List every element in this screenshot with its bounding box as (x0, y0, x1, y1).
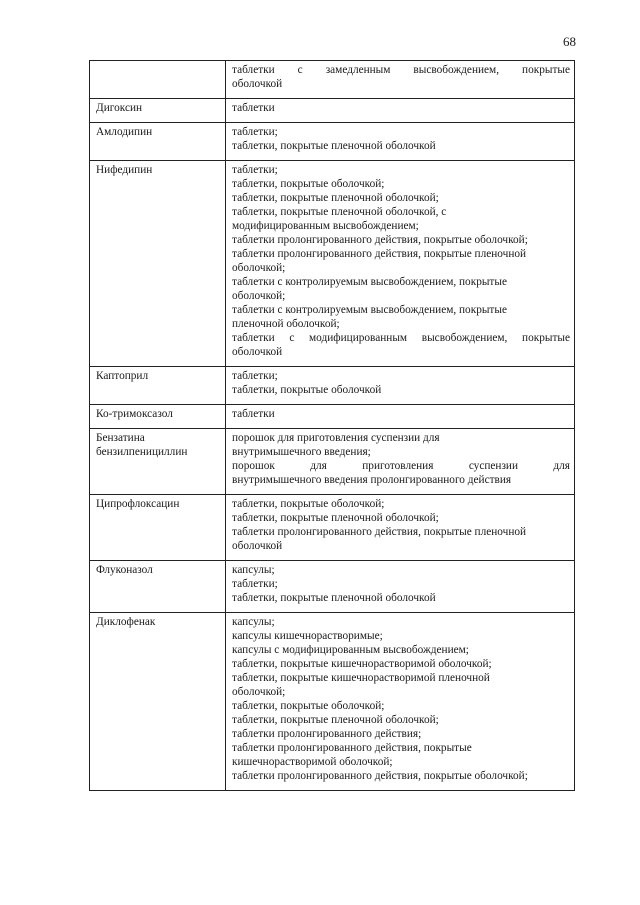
drug-name: Ко-тримоксазол (96, 408, 173, 420)
dosage-forms-cell (226, 429, 575, 495)
dosage-forms-cell (226, 123, 575, 161)
dosage-form-line: таблетки; (232, 370, 278, 382)
dosage-form-line: оболочкой; (232, 262, 286, 274)
dosage-form-line: таблетки пролонгированного действия, покрытые пленочной (232, 248, 527, 260)
dosage-form-line: оболочкой (232, 78, 283, 90)
dosage-form-line: оболочкой (232, 346, 283, 358)
dosage-form-line: модифицированным высвобождением; (232, 220, 419, 232)
dosage-form-line: таблетки (232, 102, 275, 114)
dosage-forms-cell (226, 161, 575, 367)
dosage-forms-cell (226, 561, 575, 613)
dosage-form-line: таблетки с модифицированным высвобождением, покрытые (232, 332, 570, 344)
dosage-form-line: таблетки с контролируемым высвобождением, покрытые (232, 304, 507, 316)
drug-name-cell (90, 429, 226, 495)
dosage-form-line: оболочкой; (232, 686, 286, 698)
drug-name-cell (90, 99, 226, 123)
dosage-form-line: капсулы; (232, 616, 275, 628)
dosage-form-line: таблетки, покрытые пленочной оболочкой, с (232, 206, 447, 218)
dosage-form-line: таблетки пролонгированного действия, покрытые оболочкой; (232, 770, 528, 782)
dosage-form-line: порошок для приготовления суспензии для (232, 432, 440, 444)
table-row (90, 613, 575, 791)
dosage-form-line: таблетки, покрытые пленочной оболочкой (232, 140, 436, 152)
drug-name-cell (90, 495, 226, 561)
dosage-form-line: оболочкой (232, 540, 283, 552)
table-row (90, 161, 575, 367)
drug-forms-table (89, 60, 575, 791)
dosage-form-line: таблетки, покрытые оболочкой; (232, 498, 385, 510)
dosage-forms-cell (226, 495, 575, 561)
dosage-form-line: внутримышечного введения пролонгированного действия (232, 474, 512, 486)
dosage-form-line: таблетки, покрытые оболочкой (232, 384, 382, 396)
dosage-form-line: таблетки, покрытые кишечнорастворимой оболочкой; (232, 658, 492, 670)
drug-name-cell (90, 367, 226, 405)
dosage-form-line: капсулы с модифицированным высвобождением; (232, 644, 469, 656)
dosage-form-line: таблетки пролонгированного действия, покрытые оболочкой; (232, 234, 528, 246)
dosage-form-line: таблетки с замедленным высвобождением, покрытые (232, 64, 570, 76)
dosage-forms-cell (226, 405, 575, 429)
drug-name: Флуконазол (96, 564, 153, 576)
table-row (90, 561, 575, 613)
dosage-forms-cell (226, 61, 575, 99)
drug-name-cell (90, 61, 226, 99)
dosage-form-line: таблетки с контролируемым высвобождением, покрытые (232, 276, 507, 288)
dosage-form-line: таблетки, покрытые пленочной оболочкой; (232, 192, 439, 204)
table-row (90, 495, 575, 561)
drug-name-cell (90, 405, 226, 429)
table-row (90, 367, 575, 405)
dosage-form-line: таблетки; (232, 578, 278, 590)
dosage-form-line: таблетки; (232, 126, 278, 138)
table-row (90, 123, 575, 161)
dosage-form-line: таблетки пролонгированного действия, покрытые пленочной (232, 526, 527, 538)
dosage-form-line: таблетки, покрытые пленочной оболочкой (232, 592, 436, 604)
dosage-form-line: кишечнорастворимой оболочкой; (232, 756, 393, 768)
drug-name-cell (90, 613, 226, 791)
dosage-form-line: таблетки, покрытые оболочкой; (232, 700, 385, 712)
drug-name: Бензатина бензилпенициллин (96, 432, 188, 458)
dosage-form-line: порошок для приготовления суспензии для (232, 460, 570, 472)
table-row (90, 99, 575, 123)
dosage-form-line: таблетки пролонгированного действия; (232, 728, 422, 740)
table-row (90, 61, 575, 99)
dosage-forms-cell (226, 99, 575, 123)
drug-name: Диклофенак (96, 616, 156, 628)
dosage-form-line: капсулы кишечнорастворимые; (232, 630, 383, 642)
table-row (90, 429, 575, 495)
dosage-form-line: таблетки (232, 408, 275, 420)
page-number: 68 (563, 34, 576, 49)
dosage-forms-cell (226, 367, 575, 405)
dosage-form-line: таблетки, покрытые кишечнорастворимой пленочной (232, 672, 490, 684)
drug-name: Каптоприл (96, 370, 149, 382)
dosage-forms-cell (226, 613, 575, 791)
drug-name: Амлодипин (96, 126, 153, 138)
dosage-form-line: пленочной оболочкой; (232, 318, 340, 330)
drug-name: Дигоксин (96, 102, 143, 114)
dosage-form-line: внутримышечного введения; (232, 446, 371, 458)
table-row (90, 405, 575, 429)
drug-name-cell (90, 123, 226, 161)
dosage-form-line: капсулы; (232, 564, 275, 576)
dosage-form-line: таблетки, покрытые пленочной оболочкой; (232, 714, 439, 726)
dosage-form-line: оболочкой; (232, 290, 286, 302)
drug-name-cell (90, 561, 226, 613)
dosage-form-line: таблетки пролонгированного действия, покрытые (232, 742, 472, 754)
dosage-form-line: таблетки, покрытые оболочкой; (232, 178, 385, 190)
table-body (90, 61, 575, 791)
drug-name-cell (90, 161, 226, 367)
dosage-form-line: таблетки; (232, 164, 278, 176)
drug-name: Ципрофлоксацин (96, 498, 180, 510)
dosage-form-line: таблетки, покрытые пленочной оболочкой; (232, 512, 439, 524)
drug-name: Нифедипин (96, 164, 153, 176)
